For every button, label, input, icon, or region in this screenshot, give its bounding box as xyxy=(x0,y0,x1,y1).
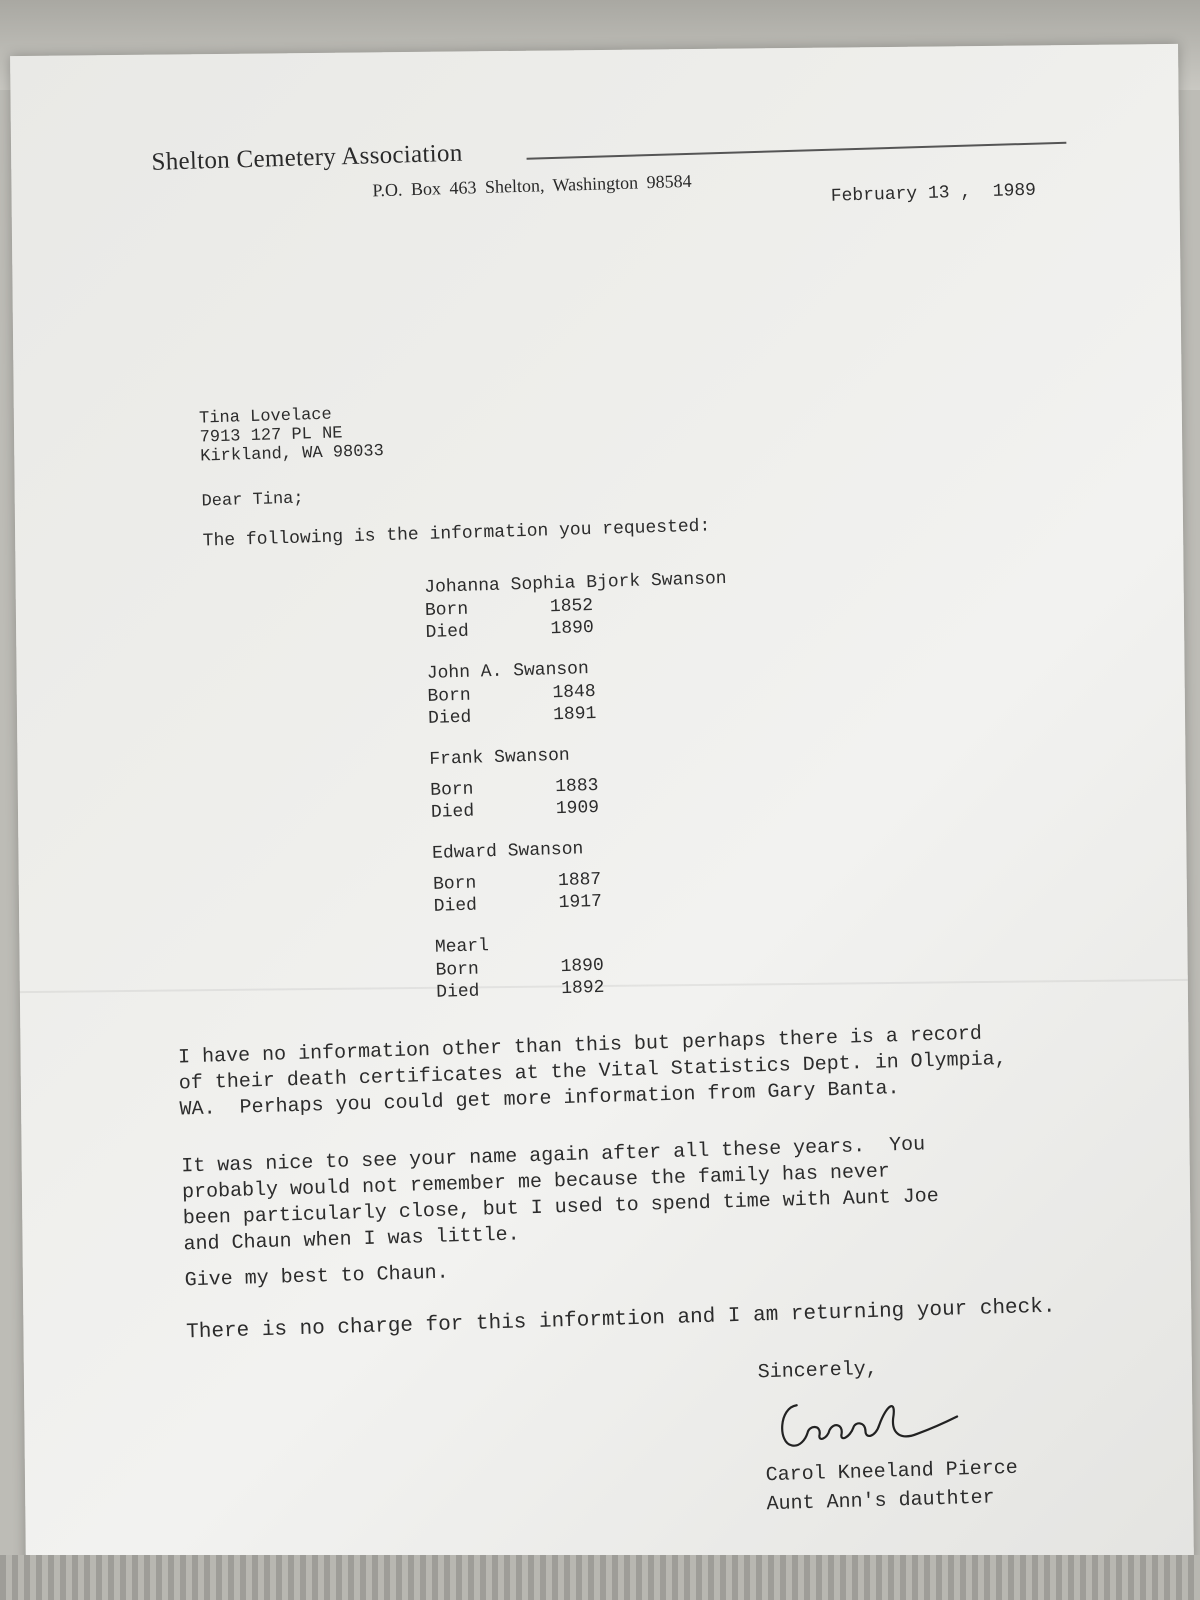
body-paragraph-charge: There is no charge for this informtion and I am returning your check. xyxy=(185,1295,1056,1345)
signer-block xyxy=(765,1454,1019,1519)
died-label: Died xyxy=(430,801,475,823)
body-paragraph-records: I have no information other than this but perhaps there is a record of their death certificates at the Vital Statistics Dept. in Olympia, WA. Perhaps you could get more information from Gary Banta. xyxy=(177,1022,1007,1122)
recipient-city: Kirkland, WA 98033 xyxy=(200,442,385,467)
born-label: Born xyxy=(432,873,477,895)
recipient-block xyxy=(199,404,384,466)
died-year: 1890 xyxy=(550,617,595,640)
died-label: Died xyxy=(427,707,472,729)
closing: Sincerely, xyxy=(757,1357,879,1385)
person-record xyxy=(427,655,731,730)
died-year: 1892 xyxy=(560,977,605,1000)
signer-relation: Aunt Ann's dauthter xyxy=(766,1486,995,1517)
salutation: Dear Tina; xyxy=(201,489,304,512)
letter-page xyxy=(10,44,1194,1576)
person-name: Johanna Sophia Bjork Swanson xyxy=(423,568,727,598)
born-year: 1852 xyxy=(549,595,594,618)
recipient-name: Tina Lovelace xyxy=(198,405,333,429)
died-year: 1891 xyxy=(552,703,597,726)
letterhead-organization: Shelton Cemetery Association xyxy=(151,139,463,176)
born-year: 1887 xyxy=(557,869,602,892)
died-label: Died xyxy=(435,981,480,1003)
born-label: Born xyxy=(429,779,474,801)
born-year: 1848 xyxy=(552,681,596,704)
person-record xyxy=(435,929,739,1004)
person-name: Mearl xyxy=(434,936,490,958)
born-label: Born xyxy=(427,685,472,707)
born-year: 1890 xyxy=(560,955,605,978)
person-record xyxy=(432,835,737,918)
recipient-street: 7913 127 PL NE xyxy=(199,424,343,448)
person-name: John A. Swanson xyxy=(426,659,590,684)
died-label: Died xyxy=(433,895,478,917)
died-year: 1909 xyxy=(555,797,600,820)
body-paragraph-regards: Give my best to Chaun. xyxy=(184,1261,449,1293)
died-year: 1917 xyxy=(558,891,603,914)
born-label: Born xyxy=(435,959,480,981)
person-record xyxy=(424,569,728,644)
person-record xyxy=(429,741,734,824)
signer-name: Carol Kneeland Pierce xyxy=(765,1456,1019,1488)
died-label: Died xyxy=(425,621,470,643)
intro-line: The following is the information you requested: xyxy=(202,516,711,552)
binder-edge xyxy=(0,1555,1200,1600)
letter-date: February 13 , 1989 xyxy=(830,180,1037,207)
born-label: Born xyxy=(424,599,469,621)
person-name: Edward Swanson xyxy=(431,839,584,864)
body-paragraph-personal: It was nice to see your name again after all these years. You probably would not remember me because the family has never been particularly close, but I used to spend time with Aunt Joe and Chaun when I was little. xyxy=(181,1133,940,1257)
born-year: 1883 xyxy=(554,775,599,798)
handwritten-signature xyxy=(768,1382,970,1458)
letterhead-address: P.O. Box 463 Shelton, Washington 98584 xyxy=(372,170,692,201)
letter-content xyxy=(0,31,1200,1585)
records-list xyxy=(424,569,740,1024)
person-name: Frank Swanson xyxy=(429,745,571,770)
letterhead-rule xyxy=(527,142,1067,160)
